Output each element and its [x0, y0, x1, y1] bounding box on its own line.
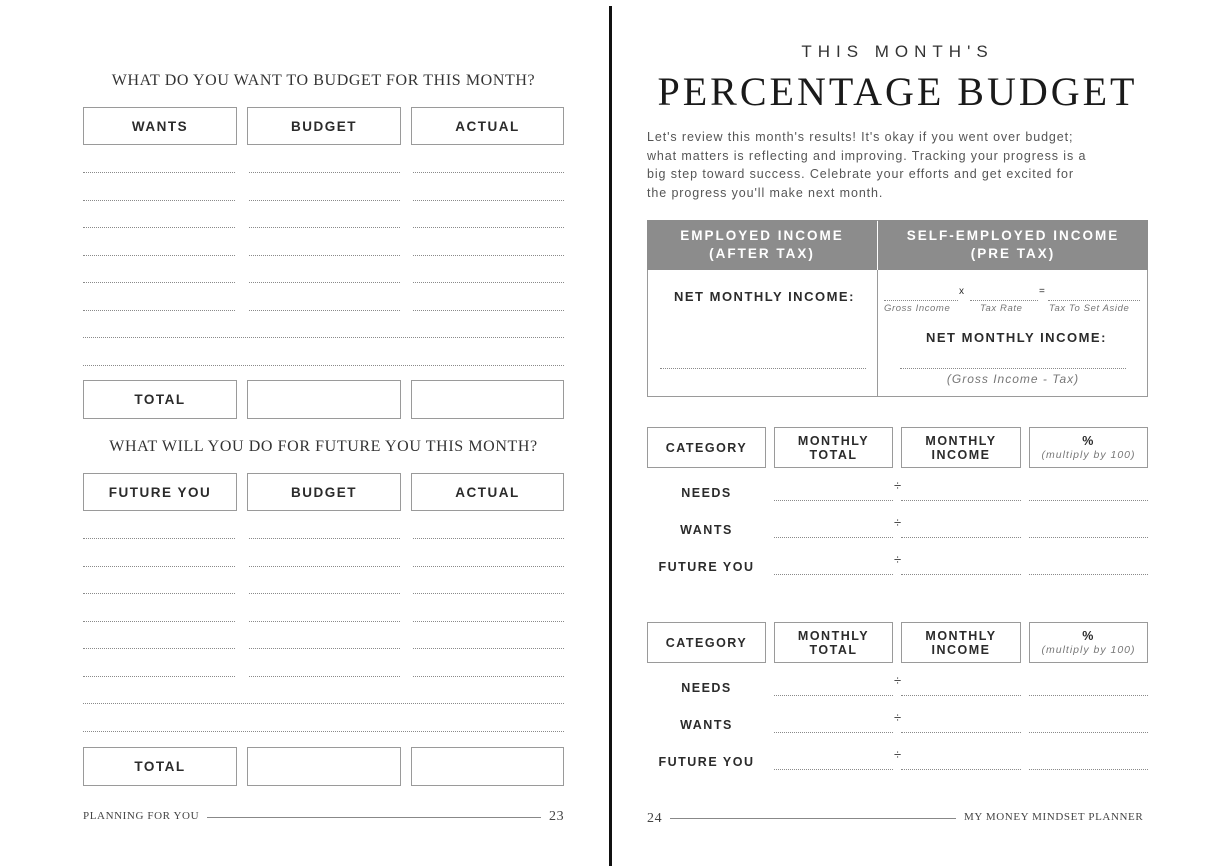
- employed-income-title: EMPLOYED INCOME: [680, 228, 844, 243]
- entry-line-col1[interactable]: [83, 172, 235, 173]
- multiply-sign: x: [959, 286, 964, 297]
- future-you-section-heading: WHAT WILL YOU DO FOR FUTURE YOU THIS MONTH?: [109, 438, 538, 455]
- category-row-wants-2: WANTS: [680, 718, 733, 732]
- monthly-income-line-future-you[interactable]: [901, 574, 1021, 575]
- monthly-total-line2: TOTAL: [809, 642, 858, 657]
- future-you-total-label: TOTAL: [83, 747, 237, 786]
- category-column-header-2: CATEGORY: [647, 622, 766, 663]
- entry-line-col3[interactable]: [413, 593, 564, 594]
- entry-line-col3[interactable]: [413, 282, 564, 283]
- intro-line: what matters is reflecting and improving. Tracking your progress is a: [647, 148, 1087, 163]
- entry-line-col2[interactable]: [249, 282, 400, 283]
- monthly-total-line-future-you-2[interactable]: [774, 769, 893, 770]
- wants-column-header: WANTS: [83, 107, 237, 145]
- formula-caption: (Gross Income - Tax): [946, 372, 1080, 386]
- monthly-total-line-needs[interactable]: [774, 500, 893, 501]
- left-page-number: 23: [549, 809, 565, 824]
- right-page-number: 24: [647, 811, 663, 826]
- monthly-total-column-header-2: [774, 622, 893, 663]
- entry-line-col3[interactable]: [413, 255, 564, 256]
- entry-line-col3[interactable]: [413, 566, 564, 567]
- monthly-income-line2: INCOME: [931, 447, 991, 462]
- budget-total-field-2[interactable]: [247, 747, 401, 786]
- entry-line-col2[interactable]: [249, 648, 400, 649]
- monthly-total-line-future-you[interactable]: [774, 574, 893, 575]
- entry-line-col3[interactable]: [413, 648, 564, 649]
- monthly-income-line1: MONTHLY: [925, 628, 997, 643]
- entry-line-full[interactable]: [83, 337, 564, 338]
- entry-line-col3[interactable]: [413, 676, 564, 677]
- monthly-total-line1: MONTHLY: [797, 433, 870, 448]
- entry-line-col1[interactable]: [83, 676, 235, 677]
- entry-line-col1[interactable]: [83, 227, 235, 228]
- employed-net-income-line[interactable]: [660, 368, 866, 369]
- category-column-header: CATEGORY: [647, 427, 766, 468]
- monthly-income-line2: INCOME: [931, 642, 991, 657]
- gross-income-caption: Gross Income: [884, 303, 951, 314]
- divide-sign-future-you: ÷: [894, 552, 902, 567]
- entry-line-col1[interactable]: [83, 648, 235, 649]
- employed-income-header: [647, 220, 877, 270]
- entry-line-col1[interactable]: [83, 566, 235, 567]
- entry-line-col3[interactable]: [413, 227, 564, 228]
- entry-line-col1[interactable]: [83, 255, 235, 256]
- self-employed-income-title: SELF-EMPLOYED INCOME: [906, 228, 1120, 243]
- entry-line-col1[interactable]: [83, 310, 235, 311]
- intro-paragraph: [647, 128, 1157, 202]
- entry-line-col2[interactable]: [249, 538, 400, 539]
- monthly-income-line-wants-2[interactable]: [901, 732, 1021, 733]
- actual-total-field[interactable]: [411, 380, 564, 419]
- budget-total-field[interactable]: [247, 380, 401, 419]
- percent-line-wants-2[interactable]: [1029, 732, 1148, 733]
- entry-line-full[interactable]: [83, 703, 564, 704]
- wants-section-heading: WHAT DO YOU WANT TO BUDGET FOR THIS MONTH?: [111, 72, 536, 89]
- monthly-total-line1: MONTHLY: [797, 628, 870, 643]
- percent-symbol: %: [1082, 628, 1095, 643]
- entry-line-col2[interactable]: [249, 227, 400, 228]
- gross-income-line[interactable]: [884, 300, 958, 301]
- entry-line-col1[interactable]: [83, 200, 235, 201]
- self-employed-net-income-line[interactable]: [900, 368, 1126, 369]
- monthly-income-line-needs-2[interactable]: [901, 695, 1021, 696]
- category-row-needs-2: NEEDS: [681, 681, 732, 695]
- page-title: PERCENTAGE BUDGET: [657, 69, 1138, 114]
- entry-line-col2[interactable]: [249, 172, 400, 173]
- category-row-needs: NEEDS: [681, 486, 732, 500]
- entry-line-col3[interactable]: [413, 621, 564, 622]
- monthly-total-line-needs-2[interactable]: [774, 695, 893, 696]
- entry-line-col1[interactable]: [83, 538, 235, 539]
- divide-sign-needs: ÷: [894, 478, 902, 493]
- actual-column-header: ACTUAL: [411, 107, 564, 145]
- entry-line-col2[interactable]: [249, 593, 400, 594]
- intro-line: the progress you'll make next month.: [647, 185, 884, 200]
- page-spine-divider: [609, 6, 612, 866]
- percent-symbol: %: [1082, 433, 1095, 448]
- monthly-income-line1: MONTHLY: [925, 433, 997, 448]
- category-row-future-you-2: FUTURE YOU: [658, 755, 755, 769]
- budget-column-header-2: BUDGET: [247, 473, 401, 511]
- multiply-by-100-caption: (multiply by 100): [1041, 643, 1136, 656]
- entry-line-col2[interactable]: [249, 566, 400, 567]
- entry-line-col2[interactable]: [249, 255, 400, 256]
- divide-sign-wants: ÷: [894, 515, 902, 530]
- entry-line-full[interactable]: [83, 731, 564, 732]
- monthly-total-column-header: [774, 427, 893, 468]
- employed-income-subtitle: (AFTER TAX): [709, 246, 815, 261]
- entry-line-col3[interactable]: [413, 172, 564, 173]
- percent-line-future-you[interactable]: [1029, 574, 1148, 575]
- category-row-future-you: FUTURE YOU: [658, 560, 755, 574]
- monthly-total-line-wants[interactable]: [774, 537, 893, 538]
- net-monthly-income-label-employed: NET MONTHLY INCOME:: [674, 289, 855, 304]
- percent-line-needs-2[interactable]: [1029, 695, 1148, 696]
- intro-line: Let's review this month's results! It's okay if you went over budget;: [647, 130, 1074, 144]
- monthly-income-column-header-2: [901, 622, 1021, 663]
- entry-line-col3[interactable]: [413, 310, 564, 311]
- right-footer-rule: [670, 818, 956, 819]
- entry-line-col2[interactable]: [249, 676, 400, 677]
- monthly-income-line-needs[interactable]: [901, 500, 1021, 501]
- future-you-column-header: FUTURE YOU: [83, 473, 237, 511]
- tax-rate-caption: Tax Rate: [980, 303, 1023, 314]
- tax-rate-line[interactable]: [970, 300, 1038, 301]
- entry-line-col1[interactable]: [83, 593, 235, 594]
- right-footer-title: MY MONEY MINDSET PLANNER: [964, 811, 1144, 823]
- entry-line-full[interactable]: [83, 365, 564, 366]
- self-employed-income-header: [878, 220, 1148, 270]
- entry-line-col2[interactable]: [249, 621, 400, 622]
- budget-column-header: BUDGET: [247, 107, 401, 145]
- left-footer-rule: [207, 817, 541, 818]
- entry-line-col2[interactable]: [249, 310, 400, 311]
- intro-line: big step toward success. Celebrate your efforts and get excited for: [647, 167, 1074, 182]
- percent-line-needs[interactable]: [1029, 500, 1148, 501]
- percent-line-wants[interactable]: [1029, 537, 1148, 538]
- actual-column-header-2: ACTUAL: [411, 473, 564, 511]
- multiply-by-100-caption: (multiply by 100): [1041, 448, 1136, 461]
- category-row-wants: WANTS: [680, 523, 733, 537]
- tax-set-aside-caption: Tax To Set Aside: [1049, 303, 1130, 314]
- percent-column-header-2: [1029, 622, 1148, 663]
- divide-sign-needs-2: ÷: [894, 673, 902, 688]
- monthly-total-line-wants-2[interactable]: [774, 732, 893, 733]
- actual-total-field-2[interactable]: [411, 747, 564, 786]
- left-footer-title: PLANNING FOR YOU: [83, 810, 200, 822]
- monthly-total-line2: TOTAL: [809, 447, 858, 462]
- divide-sign-future-you-2: ÷: [894, 747, 902, 762]
- entry-line-col1[interactable]: [83, 621, 235, 622]
- self-employed-income-subtitle: (PRE TAX): [970, 246, 1056, 261]
- monthly-income-line-future-you-2[interactable]: [901, 769, 1021, 770]
- wants-total-label: TOTAL: [83, 380, 237, 419]
- entry-line-col3[interactable]: [413, 200, 564, 201]
- entry-line-col2[interactable]: [249, 200, 400, 201]
- entry-line-col1[interactable]: [83, 282, 235, 283]
- entry-line-col3[interactable]: [413, 538, 564, 539]
- monthly-income-line-wants[interactable]: [901, 537, 1021, 538]
- monthly-income-column-header: [901, 427, 1021, 468]
- divide-sign-wants-2: ÷: [894, 710, 902, 725]
- page-kicker: THIS MONTH'S: [801, 42, 994, 61]
- equals-sign: =: [1039, 286, 1045, 297]
- tax-set-aside-line[interactable]: [1048, 300, 1140, 301]
- percent-line-future-you-2[interactable]: [1029, 769, 1148, 770]
- percent-column-header: [1029, 427, 1148, 468]
- net-monthly-income-label-self: NET MONTHLY INCOME:: [926, 330, 1107, 345]
